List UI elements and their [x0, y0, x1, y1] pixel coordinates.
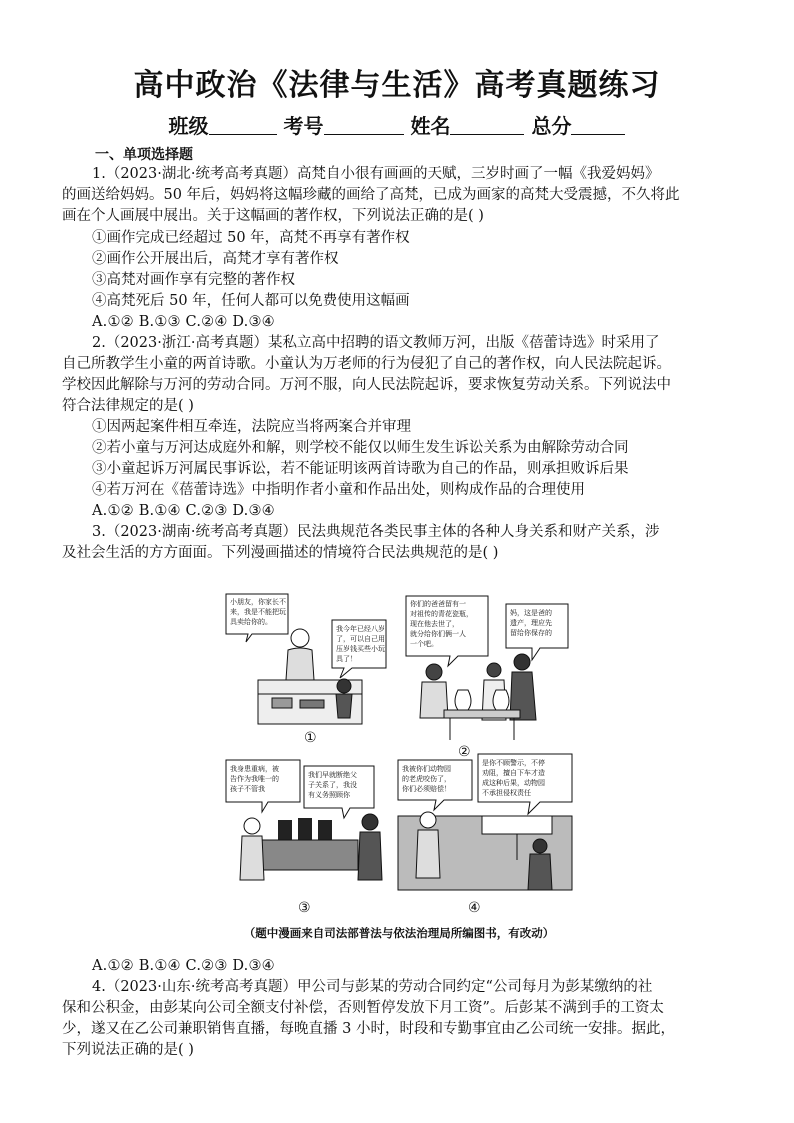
zoo-staff-figure [528, 854, 552, 890]
q1-stem-line: 的画送给妈妈。50 年后，妈妈将这幅珍藏的画给了高梵，已成为画家的高梵大受震撼，不久将此 [62, 187, 680, 203]
name-blank[interactable] [450, 116, 524, 135]
q3-options[interactable]: A.①② B.①④ C.②③ D.③④ [92, 958, 275, 974]
bubble-text: 我被你们动物园 [402, 765, 451, 773]
bubble-text: 小朋友，你家长不 [230, 598, 286, 606]
q2-options[interactable]: A.①② B.①④ C.②③ D.③④ [92, 503, 275, 519]
bubble-text: 妈，这是爸的 [510, 609, 552, 617]
comic-caption: （题中漫画来自司法部普法与依法治理局所编图书，有改动） [243, 926, 555, 940]
class-blank[interactable] [209, 116, 277, 135]
panel-number: ③ [298, 900, 311, 916]
bubble-text: 具卖给你的。 [230, 618, 272, 626]
q4-stem-line: 下列说法正确的是( ) [62, 1042, 194, 1058]
bubble-text: 我身患重病，被 [230, 765, 279, 773]
q2-stem-line: 符合法律规定的是( ) [62, 398, 194, 414]
warning-sign [482, 816, 552, 834]
q1-stem-line: 1.（2023·湖北·统考高考真题）高梵自小很有画画的天赋，三岁时画了一幅《我爱妈妈》 [92, 166, 660, 182]
comic-panel-1 [226, 594, 386, 746]
panel-number: ① [304, 730, 317, 746]
bubble-text: 不承担侵权责任 [482, 789, 531, 797]
q2-item: ②若小童与万河达成庭外和解，则学校不能仅以师生发生诉讼关系为由解除劳动合同 [92, 440, 629, 456]
score-label: 总分 [531, 114, 572, 138]
score-blank[interactable] [571, 116, 625, 135]
bubble-text: 来，我是不能把玩 [230, 608, 286, 616]
comic-panel-4 [398, 754, 572, 916]
bubble-text: 劝阻，擅自下车才造 [482, 769, 545, 777]
bubble-text: 压岁钱买些小玩 [336, 645, 385, 653]
bubble-text: 就分给你们俩一人 [410, 630, 466, 638]
q3-stem-line: 及社会生活的方方面面。下列漫画描述的情境符合民法典规范的是( ) [62, 545, 499, 561]
bubble-text: 是你不顾警示，不停 [482, 759, 545, 767]
bubble-text: 告作为我唯一的 [230, 775, 279, 783]
bubble-text: 你们的爸爸留有一 [410, 600, 466, 608]
bubble-text: 我今年已经八岁 [336, 625, 385, 633]
bubble-text: 现在他去世了， [410, 620, 459, 628]
q4-stem-line: 少，遂又在乙公司兼职销售直播，每晚直播 3 小时，时段和专勤事宜由乙公司统一安排。据此， [62, 1021, 675, 1037]
q2-stem-line: 自己所教学生小童的两首诗歌。小童认为万老师的行为侵犯了自己的著作权，向人民法院起诉。 [62, 356, 671, 372]
q2-stem-line: 学校因此解除与万河的劳动合同。万河不服，向人民法院起诉，要求恢复劳动关系。下列说法中 [62, 377, 671, 393]
student-info-row [0, 110, 794, 139]
bubble-text: 具了！ [336, 655, 357, 663]
page-title: 高中政治《法律与生活》高考真题练习 [133, 68, 661, 103]
q2-stem-line: 2.（2023·浙江·高考真题）某私立高中招聘的语文教师万河，出版《蓓蕾诗选》时采用了 [92, 335, 660, 351]
bubble-text: 了，可以自己用 [336, 635, 385, 643]
table [444, 710, 520, 718]
panel-number: ④ [468, 900, 481, 916]
q1-stem-line: 画在个人画展中展出。关于这幅画的著作权，下列说法正确的是( ) [62, 208, 484, 224]
q1-item: ④高梵死后 50 年，任何人都可以免费使用这幅画 [92, 293, 410, 309]
court-bench [262, 840, 358, 870]
bubble-text: 遗产，理应先 [510, 619, 552, 627]
comic-panel-2 [406, 596, 568, 760]
exam-no-label: 考号 [283, 114, 324, 138]
bubble-text: 的老虎咬伤了， [402, 775, 451, 783]
comic-illustration [222, 590, 576, 920]
name-label: 姓名 [410, 114, 451, 138]
comic-panel-3 [226, 760, 382, 916]
q2-item: ①因两起案件相互牵连，法院应当将两案合并审理 [92, 419, 411, 435]
q4-stem-line: 4.（2023·山东·统考高考真题）甲公司与彭某的劳动合同约定“公司每月为彭某缴纳的社 [92, 979, 653, 995]
q1-item: ①画作完成已经超过 50 年，高梵不再享有著作权 [92, 230, 410, 246]
bubble-text: 孩子不管我 [230, 785, 265, 793]
bubble-text: 你们必须赔偿！ [402, 785, 451, 793]
q4-stem-line: 保和公积金，由彭某向公司全额支付补偿，否则暂停发放下月工资”。后彭某不满到手的工资太 [62, 1000, 664, 1016]
injured-man-figure [416, 830, 440, 878]
exam-no-blank[interactable] [324, 116, 404, 135]
bubble-text: 有义务照顾你 [308, 791, 350, 799]
child-figure [337, 679, 351, 693]
bubble-text: 成这种后果，动物园 [482, 779, 545, 787]
q1-item: ②画作公开展出后，高梵才享有著作权 [92, 251, 339, 267]
panel-number: ② [458, 744, 471, 760]
father-figure [240, 836, 264, 880]
bubble-text: 我们早就断绝父 [308, 771, 357, 779]
q2-item: ③小童起诉万河属民事诉讼，若不能证明该两首诗歌为自己的作品，则承担败诉后果 [92, 461, 629, 477]
son-figure [358, 832, 382, 880]
q1-options[interactable]: A.①② B.①③ C.②④ D.③④ [92, 314, 275, 330]
section-heading: 一、单项选择题 [95, 147, 193, 163]
bubble-text: 留给你保存的 [510, 629, 552, 637]
q1-item: ③高梵对画作享有完整的著作权 [92, 272, 295, 288]
vase-icon [493, 690, 509, 710]
shopkeeper-body [286, 648, 314, 680]
vase-icon [455, 690, 471, 710]
shopkeeper-figure [291, 629, 309, 647]
class-label: 班级 [168, 114, 209, 138]
q3-stem-line: 3.（2023·湖南·统考高考真题）民法典规范各类民事主体的各种人身关系和财产关系，涉 [92, 524, 660, 540]
bubble-text: 子关系了，我没 [308, 781, 357, 789]
bubble-text: 对祖传的青花瓷瓶， [410, 610, 473, 618]
bubble-text: 一个吧。 [410, 640, 438, 648]
q2-item: ④若万河在《蓓蕾诗选》中指明作者小童和作品出处，则构成作品的合理使用 [92, 482, 585, 498]
